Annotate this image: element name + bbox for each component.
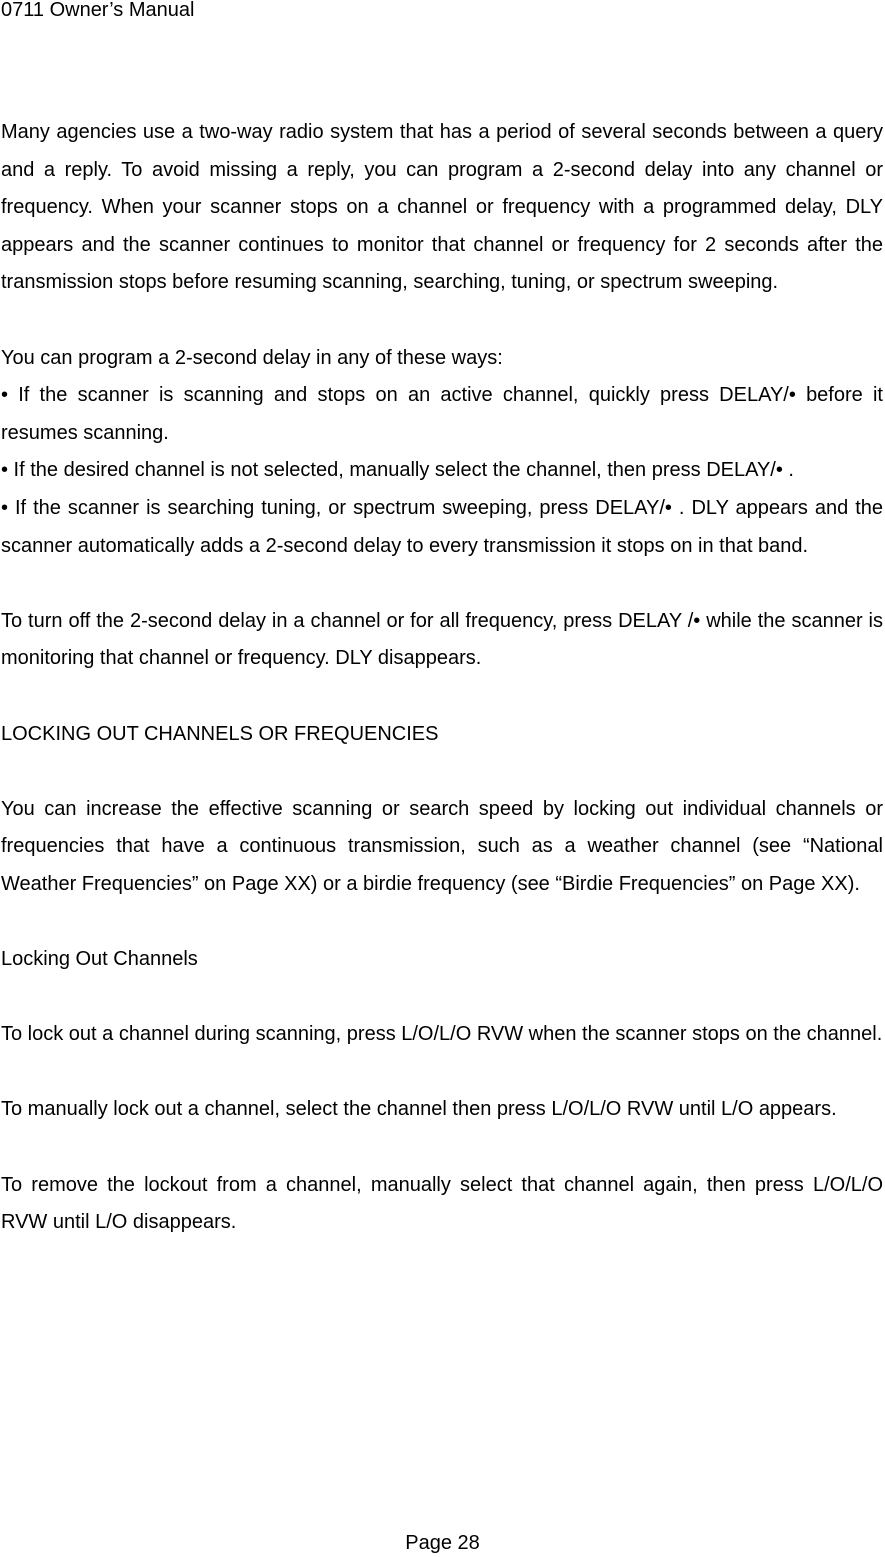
- delay-off-paragraph: To turn off the 2-second delay in a channel or for all frequency, press DELAY /• while the scanner is monitoring that channel or frequency. DLY disappears.: [1, 609, 883, 670]
- lockout-manual-paragraph: To manually lock out a channel, select the channel then press L/O/L/O RVW until L/O appears.: [1, 1098, 837, 1121]
- delay-ways-intro: You can program a 2-second delay in any of these ways:: [1, 346, 503, 369]
- bullet-item: • If the scanner is searching tuning, or spectrum sweeping, press DELAY/• . DLY appears and the scanner automatically adds a 2-second delay to every transmission it stops on in that band.: [1, 496, 883, 557]
- page-body: [1, 114, 883, 1242]
- bullet-item: • If the desired channel is not selected, manually select the channel, then press DELAY/• .: [1, 459, 794, 482]
- delay-intro-paragraph: Many agencies use a two-way radio system that has a period of several seconds between a query and a reply. To avoid missing a reply, you can program a 2-second delay into any channel or frequency. When your scanner stops on a channel or frequency with a programmed delay, DLY appears and the scanner continues to monitor that channel or frequency for 2 seconds after the transmission stops before resuming scanning, searching, tuning, or spectrum sweeping.: [1, 121, 883, 294]
- section-heading: LOCKING OUT CHANNELS OR FREQUENCIES: [1, 722, 439, 745]
- document-header: 0711 Owner’s Manual: [1, 0, 195, 21]
- subsection-heading: Locking Out Channels: [1, 948, 198, 971]
- lockout-remove-paragraph: To remove the lockout from a channel, manually select that channel again, then press L/O/L/O RVW until L/O disappears.: [1, 1173, 883, 1234]
- lockout-intro-paragraph: You can increase the effective scanning or search speed by locking out individual channels or frequencies that have a continuous transmission, such as a weather channel (see “National Weather Frequencies” on Page XX) or a birdie frequency (see “Birdie Frequencies” on Page XX).: [1, 797, 883, 895]
- page-number: Page 28: [405, 1532, 480, 1554]
- bullet-item: • If the scanner is scanning and stops on an active channel, quickly press DELAY/• before it resumes scanning.: [1, 384, 883, 444]
- lockout-scanning-paragraph: To lock out a channel during scanning, press L/O/L/O RVW when the scanner stops on the channel.: [1, 1023, 883, 1046]
